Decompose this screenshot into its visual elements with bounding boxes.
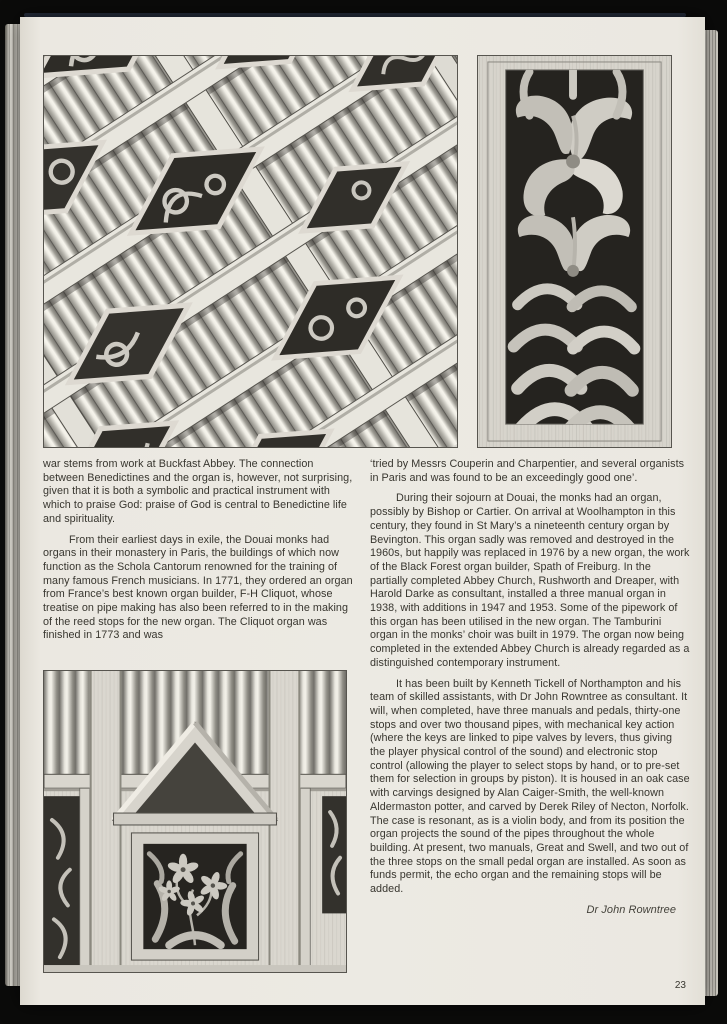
- text-column-right: [370, 458, 690, 918]
- carved-foliage-panel-image: [478, 56, 671, 447]
- byline: Dr John Rowntree: [586, 903, 676, 916]
- page-number: 23: [674, 980, 686, 991]
- book-page-edges-left: [5, 24, 20, 986]
- book-page-edges-right: [704, 30, 718, 996]
- organ-case-front-image: [44, 671, 346, 972]
- organ-pipes-diagonal-image: [44, 56, 457, 447]
- paragraph: It has been built by Kenneth Tickell of Northampton and his team of skilled assistants, with Dr John Rowntree as consultant. It will, when completed, have three manuals and pedals, thirty-one stops and over two thousand pipes, with mechanical key action (where the keys are linked to pipe valves by levers, thus giving the player physical control of the sound) and electronic stop control (allowing the player to select stops by hand, or to pre-set them for selection in groups by piston). It is housed in an oak case with carvings designed by Alan Caiger-Smith, the well-known Aldermaston potter, and carved by Derek Riley of Necton, Norfolk. The case is resonant, as is a violin body, and from its position the organ projects the sound of the pipes throughout the whole building. At present, two manuals, Great and Swell, and two out of the three stops on the small pedal organ are installed. As soon as funds permit, the echo organ and the remaining stops will be added.: [370, 677, 690, 896]
- photo-carved-foliage-panel: [477, 55, 672, 448]
- text-column-left: [43, 458, 355, 650]
- photo-organ-case-front: [43, 670, 347, 973]
- photo-organ-pipes-diagonal: [43, 55, 458, 448]
- paragraph: During their sojourn at Douai, the monks had an organ, possibly by Bishop or Cartier. On arrival at Woolhampton in this century, they found in St Mary’s a nineteenth century organ by Bevington. This organ sadly was removed and destroyed in the 1960s, but happily was replaced in 1976 by a new organ, the work of the Black Forest organ builder, Spath of Freiburg. In the partially completed Abbey Church, Rushworth and Dreaper, with Harold Darke as consultant, installed a three manual organ in 1938, with additions in 1947 and 1953. Some of the pipework of this organ has been utilised in the new organ. The Tamburini organ in the monks’ choir was built in 1979. The organ now being completed in the extended Abbey Church is already regarded as a distinguished contemporary instrument.: [370, 492, 690, 669]
- paragraph: war stems from work at Buckfast Abbey. The connection between Benedictines and the organ is, however, not surprising, given that it is both a symbolic and practical instrument with which to praise God: praise of God is central to Benedictine life and spirituality.: [43, 458, 353, 525]
- magazine-page: [20, 17, 705, 1005]
- paragraph: ‘tried by Messrs Couperin and Charpentier, and several organists in Paris and was found to be an exceedingly good one’.: [370, 458, 685, 484]
- paragraph: From their earliest days in exile, the Douai monks had organs in their monastery in Paris, the buildings of which now function as the Schola Cantorum renowned for the training of many famous French musicians. In 1771, they ordered an organ from France’s best known organ builder, F-H Cliquot, whose treatise on pipe making has also been referred to in the making of the reed stops for the new organ. The Cliquot organ was finished in 1773 and was: [43, 533, 353, 642]
